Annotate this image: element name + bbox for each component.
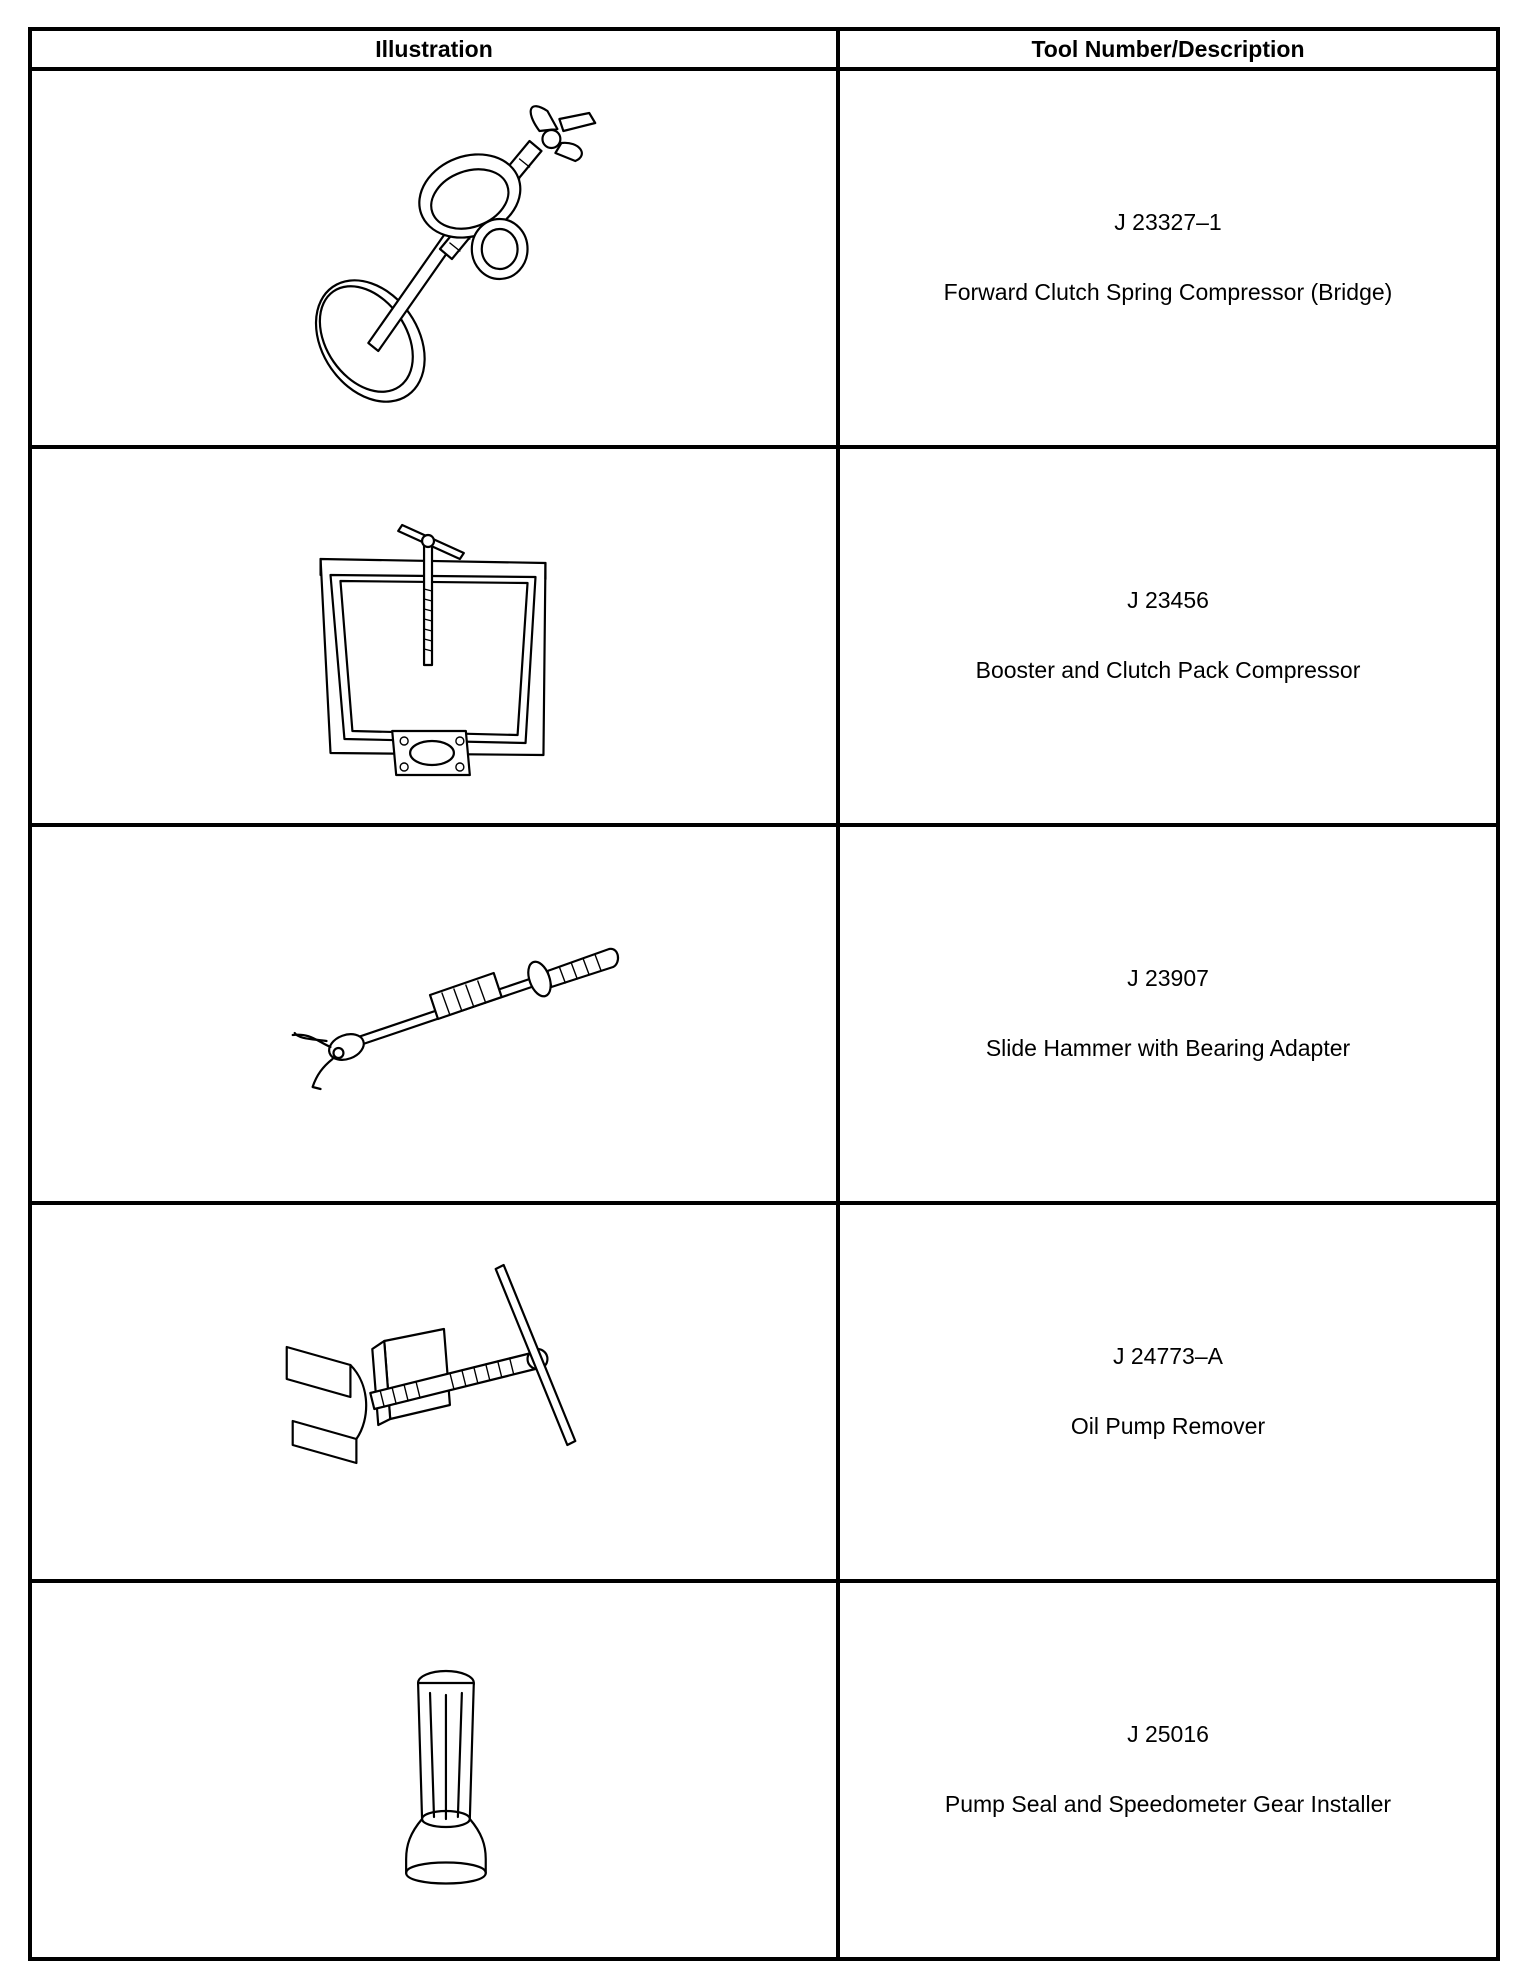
tool-number: J 23907 [1127, 965, 1209, 992]
table-row [30, 1203, 1498, 1581]
table-row [30, 825, 1498, 1203]
table-row [30, 69, 1498, 447]
tool-number: J 24773–A [1113, 1343, 1223, 1370]
special-tools-table [28, 27, 1500, 1961]
table-row [30, 1581, 1498, 1959]
illustration-cell [30, 447, 838, 825]
oil-pump-remover-icon [32, 1205, 836, 1579]
illustration-cell [30, 1203, 838, 1581]
tool-number: J 25016 [1127, 1721, 1209, 1748]
tool-description-cell [838, 1203, 1498, 1581]
tool-description: Pump Seal and Speedometer Gear Installer [944, 1791, 1392, 1817]
illustration-cell [30, 825, 838, 1203]
header-tool: Tool Number/Description [838, 29, 1498, 69]
tool-description: Forward Clutch Spring Compressor (Bridge) [943, 279, 1393, 305]
tool-description: Slide Hammer with Bearing Adapter [985, 1035, 1351, 1061]
clutch-spring-compressor-icon [32, 71, 836, 445]
slide-hammer-icon [32, 827, 836, 1201]
table-row [30, 447, 1498, 825]
tool-description-cell [838, 447, 1498, 825]
illustration-cell [30, 1581, 838, 1959]
tool-description: Booster and Clutch Pack Compressor [975, 657, 1361, 683]
tool-description-cell [838, 1581, 1498, 1959]
clutch-pack-compressor-icon [32, 449, 836, 823]
seal-installer-icon [32, 1583, 836, 1957]
tool-description-cell [838, 825, 1498, 1203]
tool-number: J 23327–1 [1114, 209, 1222, 236]
tool-description: Oil Pump Remover [1070, 1413, 1266, 1439]
table-header-row [30, 29, 1498, 69]
tool-description-cell [838, 69, 1498, 447]
header-illustration: Illustration [30, 29, 838, 69]
tool-number: J 23456 [1127, 587, 1209, 614]
illustration-cell [30, 69, 838, 447]
